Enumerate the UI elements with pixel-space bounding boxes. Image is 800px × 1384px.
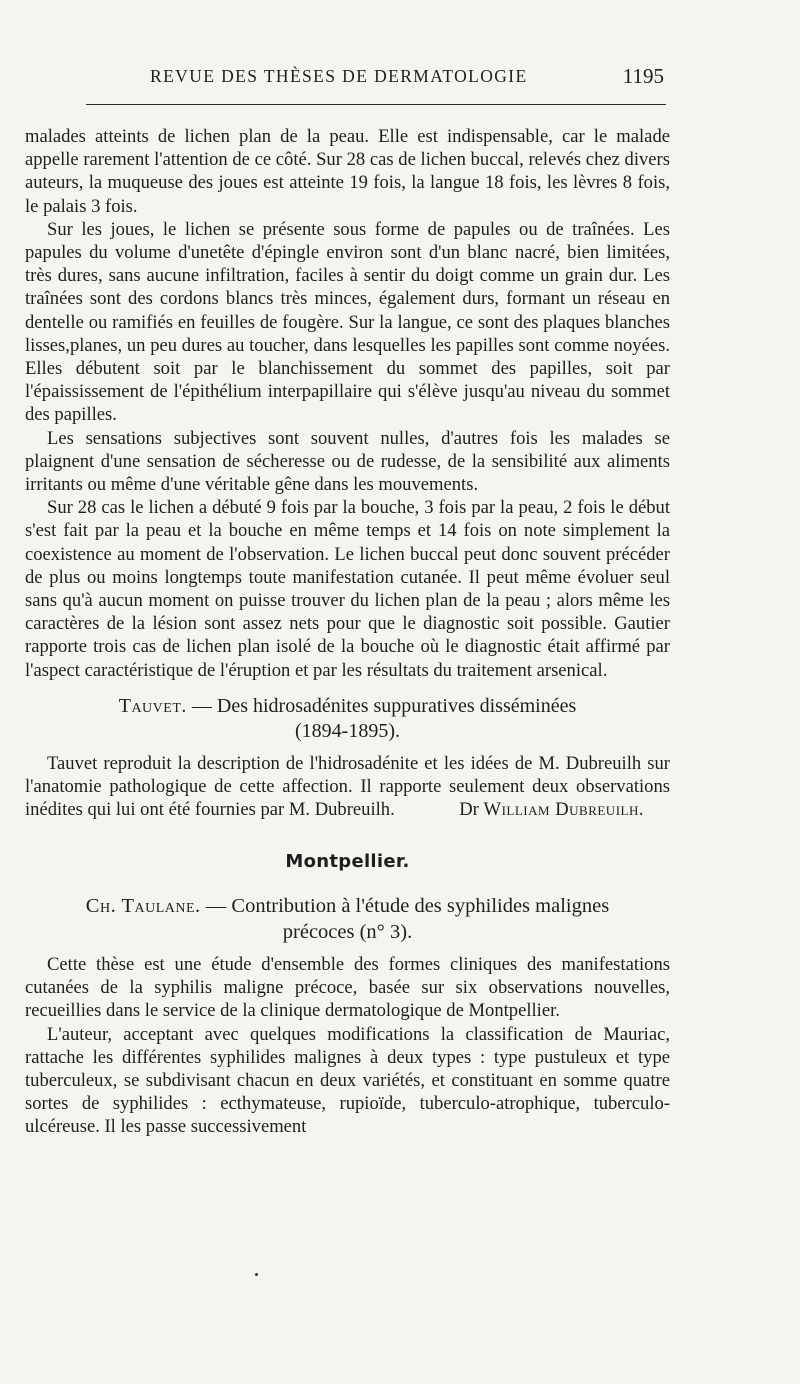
entry-title-line: précoces (n° 3). <box>282 920 413 943</box>
paragraph: malades atteints de lichen plan de la peau. Elle est indispensable, car le malade appelle rarement l'attention de ce côté. Sur 28 cas de lichen buccal, relevés chez divers auteurs, la muqueuse des joues est atteinte 19 fois, la langue 18 fois, les lèvres 8 fois, le palais 3 fois. <box>25 126 670 217</box>
paragraph: Les sensations subjectives sont souvent nulles, d'autres fois les malades se plaignent d'une sensation de sécheresse ou de rudesse, de la sensibilité aux aliments irritants ou même d'une véritable gêne dans les mouvements. <box>25 427 670 496</box>
paragraph: Sur les joues, le lichen se présente sous forme de papules ou de traînées. Les papules du volume d'unetête d'épingle environ sont d'un blanc nacré, bien limitées, très dures, sans aucune infiltration, faciles à sentir du doigt comme un grain dur. Les traînées sont des cordons blancs très minces, également durs, formant un réseau en dentelle ou ramifiés en feuilles de fougère. Sur la langue, ce sont des plaques blanches lisses,planes, un peu dures au toucher, dans lesquelles les papilles sont comme noyées. Elles débutent soit par le blanchissement du sommet des papilles, soit par l'épaississement de l'épithélium interpapillaire qui s'élève jusqu'au niveau du sommet des papilles. <box>25 218 670 426</box>
entry-author: Ch. Taulane. <box>85 894 201 917</box>
section-heading: Montpellier. <box>285 850 410 872</box>
signature-name: William Dubreuilh. <box>483 799 644 821</box>
text-column <box>25 125 670 1139</box>
entry-title-line: (1894-1895). <box>295 719 400 742</box>
entry-title-line: — Des hidrosadénites suppuratives disséminées <box>186 694 577 717</box>
entry-title-tauvet <box>25 694 670 744</box>
paragraph: Sur 28 cas le lichen a débuté 9 fois par la bouche, 3 fois par la peau, 2 fois le début s'est fait par la peau et la bouche en même temps et 14 fois on note simplement la coexistence au moment de l'observation. Le lichen buccal peut donc souvent précéder de plus ou moins longtemps toute manifestation cutanée. Il peut même évoluer seul sans qu'à aucun moment on puisse trouver du lichen plan de la peau ; alors même les caractères de la lésion sont assez nets pour que le diagnostic soit possible. Gautier rapporte trois cas de lichen plan isolé de la bouche où le diagnostic était affirmé par l'aspect caractéristique de l'éruption et par les résultats du traitement arsenical. <box>25 497 670 681</box>
paragraph: Cette thèse est une étude d'ensemble des formes cliniques des manifestations cutanées de la syphilis maligne précoce, basée sur six observations nouvelles, recueillies dans le service de la clinique dermatologique de Montpellier. <box>25 953 670 1022</box>
entry-author: Tauvet. <box>118 694 187 717</box>
ink-speck <box>255 1273 258 1276</box>
header-rule <box>86 104 666 105</box>
page-header <box>86 64 666 94</box>
paragraph: Tauvet reproduit la description de l'hidrosadénite et les idées de M. Dubreuilh sur l'anatomie pathologique de cette affection. Il rapporte seulement deux observations inédites qui lui ont été fournies par M. Dubreuilh. <box>25 752 670 821</box>
page-number: 1195 <box>622 64 664 88</box>
entry-title-taulane <box>25 893 670 945</box>
signature-prefix: Dr <box>459 799 479 821</box>
signature <box>459 798 644 821</box>
entry-title-line: — Contribution à l'étude des syphilides malignes <box>200 894 610 917</box>
paragraph: L'auteur, acceptant avec quelques modifications la classification de Mauriac, rattache les différentes syphilides malignes à deux types : type pustuleux et type tuberculeux, se subdivisant chacun en deux variétés, et constituant en somme quatre sortes de syphilides : ecthymateuse, rupioïde, tuberculo-atrophique, tuberculo-ulcéreuse. Il les passe successivement <box>25 1023 670 1138</box>
running-title: REVUE DES THÈSES DE DERMATOLOGIE <box>150 66 528 86</box>
